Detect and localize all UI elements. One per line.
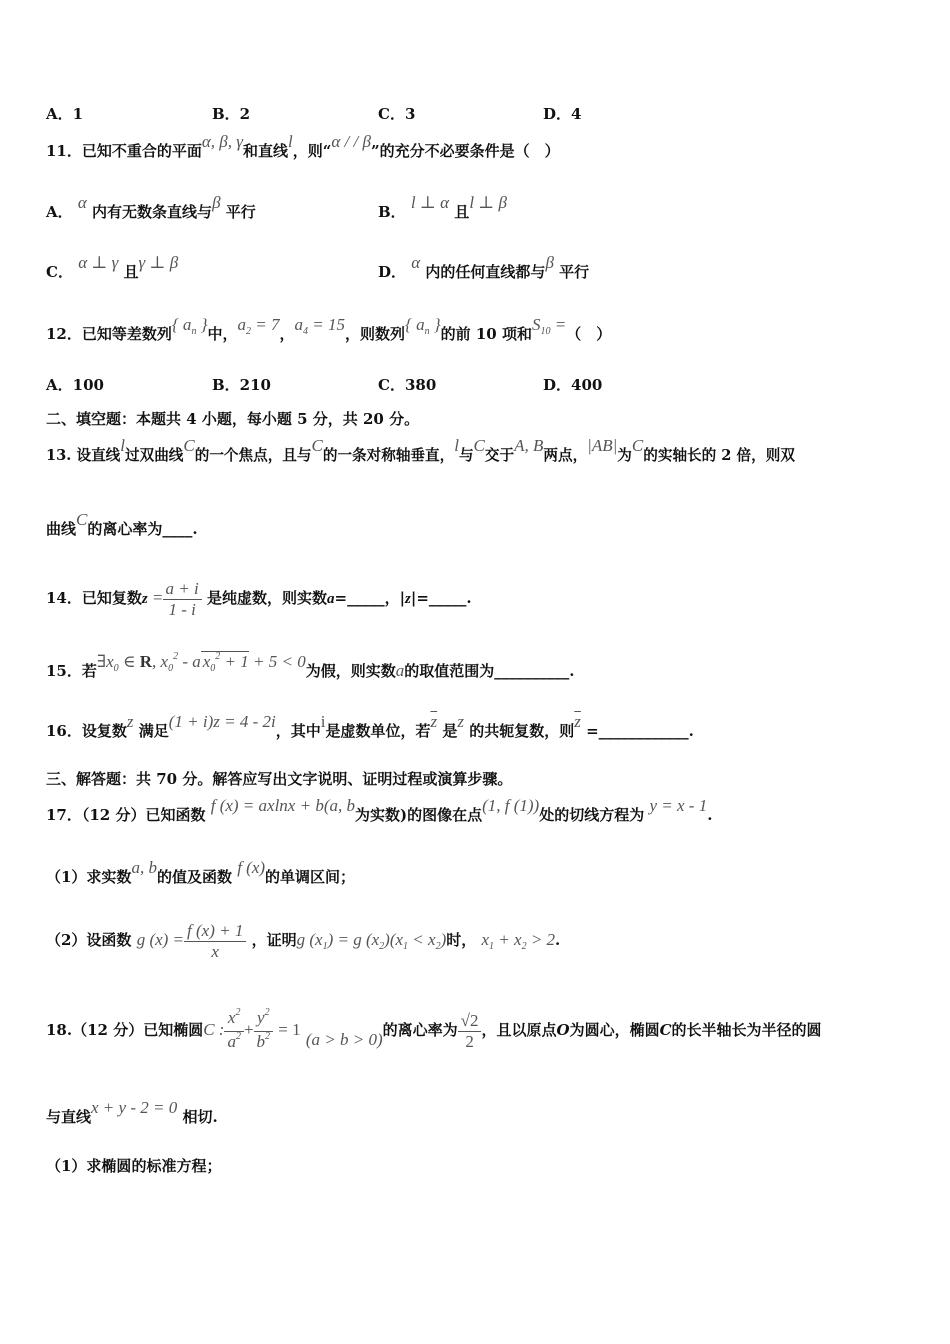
a4-expr	[294, 315, 345, 337]
text: ，证明	[251, 931, 297, 949]
math-point: (1, f (1))	[482, 796, 540, 815]
text: 的离心率为	[382, 1021, 458, 1039]
math-sub: n	[191, 326, 197, 337]
math-zbar: $\overline{z}$	[574, 712, 581, 731]
math-sub: 4	[303, 326, 309, 337]
math-eq: = 1	[278, 1020, 301, 1039]
math-a: a	[395, 661, 405, 680]
text: 14．已知复数	[46, 589, 142, 607]
math-result: $x_1 + x_2 > 2$	[481, 930, 556, 952]
math-a: a	[327, 591, 335, 607]
math-text: = 15	[308, 315, 345, 334]
text: =____________.	[580, 722, 694, 740]
s10-expr	[531, 315, 567, 337]
math-text: S	[531, 315, 541, 334]
math-o: O	[556, 1021, 570, 1039]
fraction-numerator: a + i	[163, 579, 202, 600]
math-text: = 7	[251, 315, 280, 334]
math-text: , x	[152, 652, 169, 671]
q10-option-c: C．3	[378, 105, 416, 123]
math-text: a	[237, 315, 247, 334]
text: 与	[458, 447, 474, 464]
text: 17．（12 分）已知函数	[46, 806, 206, 824]
text: ，	[279, 325, 295, 343]
option-text: 且	[454, 203, 470, 221]
option-text: 且	[123, 263, 139, 281]
q10-option-b: B．2	[212, 105, 251, 123]
q17-part-1	[46, 858, 356, 887]
math-text: )(x	[384, 930, 404, 949]
q12-option-d: D．400	[543, 376, 603, 394]
math-i: i	[320, 712, 326, 731]
text: 为圆心，椭圆	[569, 1021, 660, 1039]
math-text: < x	[408, 930, 436, 949]
math-text: > 2	[526, 930, 556, 949]
text: 是纯虚数，则实数	[206, 589, 327, 607]
fraction-numerator: √2	[458, 1011, 482, 1032]
text: 的共轭复数，则	[469, 722, 575, 740]
text: 为	[617, 447, 632, 464]
text: 为实数)的图像在点	[354, 806, 483, 824]
math-sub: 0	[168, 663, 174, 674]
q10-option-a: A．1	[46, 105, 84, 123]
section-heading-fill-in: 二、填空题：本题共 4 小题，每小题 5 分，共 20 分。	[46, 410, 420, 428]
text: |=_____.	[410, 589, 472, 607]
math-abs-ab: |AB|	[587, 436, 618, 455]
q12-stem	[46, 315, 612, 344]
math-beta: β	[545, 253, 554, 272]
text: 15．若	[46, 662, 97, 680]
math-text: a	[294, 315, 304, 334]
math-text: ∃x	[96, 652, 114, 671]
q11-tail: ”的充分不必要条件是（ ）	[370, 142, 560, 160]
math-c: C	[76, 510, 88, 529]
text: 的取值范围为__________.	[404, 662, 575, 680]
text: （ ）	[566, 325, 612, 343]
q11-option-b	[378, 193, 507, 222]
math-c: C	[631, 436, 644, 455]
q12-number: 12．已知等差数列	[46, 325, 172, 343]
math-sub: 0	[210, 663, 216, 674]
a2-expr	[237, 315, 280, 337]
text: 曲线	[46, 520, 77, 538]
q10-option-d: D．4	[543, 105, 582, 123]
text: 与直线	[46, 1108, 92, 1126]
text: 时，	[446, 931, 477, 949]
math-c: C :	[203, 1020, 225, 1039]
math-text: a	[227, 1031, 236, 1051]
text: 的值及函数	[156, 868, 232, 886]
math-text: + 1	[220, 652, 249, 671]
math-text: ∈	[118, 652, 140, 671]
text: 18.（12 分）已知椭圆	[46, 1021, 204, 1039]
text: 相切.	[182, 1108, 218, 1126]
math-sub: 2	[246, 326, 252, 337]
math-text: b	[256, 1031, 266, 1051]
text: 的离心率为____.	[87, 520, 198, 538]
math-z: z	[141, 591, 148, 607]
frac-eccentricity	[458, 1011, 482, 1052]
math-z: z	[457, 712, 465, 731]
math-text: + 5 < 0	[248, 652, 306, 671]
q11-parallel: α / / β	[331, 132, 371, 151]
math-text: )	[440, 930, 447, 949]
math-real-set: R	[139, 652, 153, 671]
text: 的单调区间；	[265, 868, 356, 886]
math-c: C	[183, 436, 195, 455]
math-sub: 10	[540, 326, 551, 337]
math-z: z	[405, 591, 411, 607]
math-condition: g $(x_1) = g$ $(x_2)(x_1 < x_2)$	[296, 930, 447, 952]
q14-stem	[46, 576, 472, 621]
math-text: - a	[178, 652, 201, 671]
seq-an-2	[405, 315, 441, 337]
text: 的一个焦点，且与	[194, 447, 312, 464]
math-eq: (1 + i)z = 4 - 2i	[168, 712, 276, 731]
math-c: C	[473, 436, 485, 455]
math-text: + x	[494, 930, 522, 949]
math-expr: α ⊥ γ	[78, 253, 119, 272]
math-sub: n	[424, 326, 430, 337]
q17-fraction	[184, 921, 246, 962]
q11-stem	[46, 132, 560, 161]
math-text: y	[257, 1007, 265, 1027]
option-label: C．	[46, 263, 73, 281]
math-l: l	[120, 436, 125, 455]
q11-line: l	[287, 132, 293, 151]
math-condition: (a > b > 0)	[305, 1030, 383, 1049]
option-text: 平行	[559, 263, 590, 281]
math-function: f (x) = axlnx + b(a, b	[210, 796, 355, 815]
text: .	[707, 806, 713, 824]
math-alpha: α	[77, 193, 87, 212]
text: 满足	[138, 722, 169, 740]
frac-x2-a2: $\frac{x^2}{a^2}$	[224, 1008, 244, 1055]
option-label: B．	[378, 203, 406, 221]
text: （2）设函数	[46, 931, 132, 949]
text: 的一条对称轴垂直，	[322, 447, 455, 464]
text: ，则数列	[345, 325, 406, 343]
fraction-numerator: f (x) + 1	[184, 921, 246, 942]
math-zbar: $\overline{z}$	[430, 712, 438, 731]
seq-an	[171, 315, 208, 337]
q11-number: 11．已知不重合的平面	[46, 142, 202, 160]
math-z: z	[126, 712, 134, 731]
q11-option-d	[378, 253, 590, 282]
text: ，其中	[275, 722, 321, 740]
option-label: A．	[46, 203, 73, 221]
q17-part-2	[46, 912, 560, 971]
text: 13. 设直线	[46, 447, 121, 464]
q18-line-1	[46, 1000, 822, 1060]
text: 是	[442, 722, 458, 740]
q12-option-c: C．380	[378, 376, 437, 394]
frac-y2-b2: $\frac{y^2}{b^2}$	[254, 1008, 274, 1055]
math-text: { a	[171, 315, 192, 334]
math-text: x	[227, 1007, 236, 1027]
math-sub: 0	[113, 663, 119, 674]
q11-line-word: 和直线	[242, 142, 288, 160]
section-heading-solutions: 三、解答题：共 70 分。解答应写出文字说明、证明过程或演算步骤。	[46, 770, 513, 788]
math-beta: β	[212, 193, 221, 212]
text: 的长半轴长为半径的圆	[671, 1021, 822, 1039]
math-ab: A, B	[514, 436, 544, 455]
sqrt: $x_0^2 + 1$	[202, 651, 249, 674]
text: ，且以原点	[481, 1021, 557, 1039]
math-plus: +	[243, 1020, 254, 1039]
text: 两点，	[543, 447, 588, 464]
q15-stem	[46, 651, 575, 681]
q11-then: ，则“	[292, 142, 332, 160]
q11-option-c	[46, 253, 179, 282]
text: 是虚数单位，若	[325, 722, 431, 740]
math-text: =	[550, 315, 567, 334]
math-eq: =	[152, 588, 163, 607]
math-alpha: α	[411, 253, 421, 272]
text: 的前 10 项和	[440, 325, 532, 343]
math-text: ) = g (x	[327, 930, 380, 949]
math-expr: l ⊥ α	[410, 193, 450, 212]
math-text: x	[481, 930, 490, 949]
math-c: C	[311, 436, 323, 455]
q15-expr: $\exists x_0$ ∈ R, $x_0^2$ - a $x_0^2 + 1 + 5 < 0$	[96, 651, 306, 674]
q17-stem	[46, 796, 713, 825]
math-text: { a	[405, 315, 425, 334]
fraction-denominator: 2	[465, 1031, 474, 1051]
math-expr: l ⊥ β	[469, 193, 507, 212]
text: （1）求实数	[46, 868, 132, 886]
fraction-denominator: 1 - i	[168, 599, 196, 619]
q14-fraction	[163, 579, 202, 620]
math-l: l	[454, 436, 459, 455]
q12-option-a: A．100	[46, 376, 104, 394]
q13-line-2	[46, 510, 198, 539]
math-text: }	[196, 315, 208, 334]
math-tangent: y = x - 1	[649, 796, 708, 815]
option-text: 内的任何直线都与	[425, 263, 546, 281]
fraction-denominator: x	[211, 941, 219, 961]
text: 中，	[207, 325, 238, 343]
q12-option-b: B．210	[212, 376, 271, 394]
text: 的实轴长的 2 倍，则双	[643, 447, 795, 464]
q11-option-a	[46, 193, 256, 222]
q18-part-1: （1）求椭圆的标准方程；	[46, 1157, 222, 1175]
math-gx: g (x) =	[136, 930, 185, 949]
option-label: D．	[378, 263, 407, 281]
math-expr: γ ⊥ β	[138, 253, 179, 272]
text: 处的切线方程为	[539, 806, 645, 824]
q11-planes: α, β, γ	[201, 132, 243, 151]
math-text: g (x	[296, 930, 323, 949]
q16-stem	[46, 712, 694, 741]
text: .	[555, 931, 561, 949]
math-text: }	[429, 315, 441, 334]
text: 16．设复数	[46, 722, 127, 740]
text: 为假，则实数	[305, 662, 396, 680]
math-ab: a, b	[131, 858, 157, 877]
option-text: 内有无数条直线与	[92, 203, 213, 221]
math-line: x + y - 2 = 0	[91, 1098, 178, 1117]
text: 过双曲线	[125, 447, 184, 464]
text: =_____，|	[334, 589, 406, 607]
math-fx: f (x)	[237, 858, 266, 877]
math-c: C	[659, 1021, 672, 1039]
text: 交于	[484, 447, 515, 464]
option-text: 平行	[225, 203, 256, 221]
q13-line-1	[46, 436, 795, 465]
q18-line-2	[46, 1098, 218, 1127]
